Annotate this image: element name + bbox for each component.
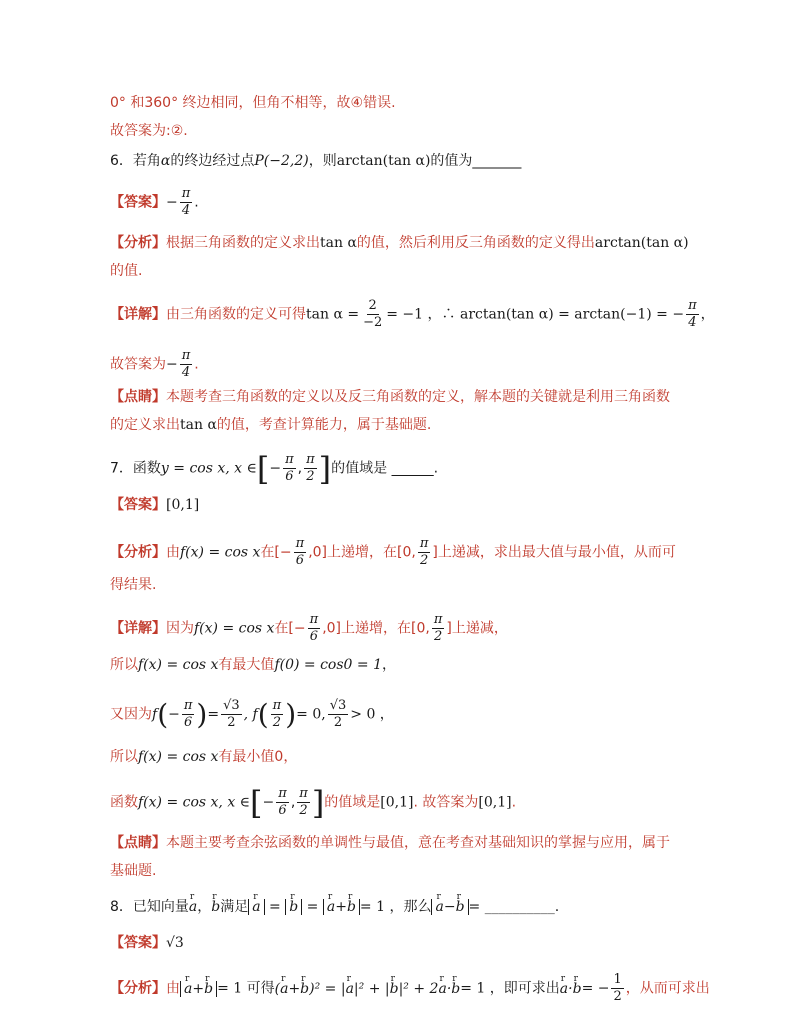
text-span: . <box>511 794 517 811</box>
fraction <box>308 612 321 645</box>
answer-line <box>110 494 199 516</box>
text-span: 所以 <box>110 657 138 673</box>
numerator: π <box>181 186 191 201</box>
denominator: 6 <box>309 629 319 644</box>
question-7 <box>110 449 439 488</box>
comment-line <box>110 832 670 854</box>
math: arctan(tan α) <box>594 235 689 251</box>
denominator: 4 <box>688 315 697 330</box>
text-span: 故答案为 <box>110 356 166 373</box>
vector-b: r b <box>573 978 582 1000</box>
vector-b: r b <box>390 978 399 1000</box>
text-span: , <box>290 794 296 811</box>
math: f(x) = cos x <box>138 749 219 765</box>
analysis-line <box>110 232 689 254</box>
fraction <box>180 348 193 381</box>
text-span: 的终边经过点 <box>170 153 255 169</box>
answer-tag: 【答案】 <box>110 497 166 513</box>
numerator: π <box>295 536 305 551</box>
text-span: 0° 和360° 终边相同，但角不相等，故④错误. <box>110 95 396 111</box>
math: = − <box>581 980 610 997</box>
math: f(0) = cos0 = 1 <box>274 657 382 673</box>
text-span: 基础题. <box>110 863 157 879</box>
fraction <box>432 612 445 645</box>
text-span: 由 <box>166 980 180 997</box>
math: − <box>269 460 282 477</box>
abs-a-plus-b: r a+r b <box>180 981 217 997</box>
numerator: π <box>306 452 315 467</box>
math: √3 <box>166 935 184 951</box>
fraction <box>276 786 289 819</box>
denominator: 6 <box>295 553 305 568</box>
fraction <box>328 698 349 731</box>
vector-a: r a <box>438 978 446 1000</box>
text-span: 因为 <box>166 620 194 637</box>
detail-line <box>110 698 394 731</box>
vector-a: r a <box>346 978 354 1000</box>
analysis-tag: 【分析】 <box>110 544 166 561</box>
analysis-tag: 【分析】 <box>110 235 166 251</box>
denominator: 2 <box>306 469 315 484</box>
fraction <box>418 536 431 569</box>
text-span: 的值域是 <box>324 794 381 811</box>
text-span: 的值，然后利用反三角函数的定义得出 <box>356 235 595 251</box>
text-span: 的值为_______ <box>430 153 522 169</box>
analysis-line <box>110 972 710 1005</box>
numerator: π <box>183 698 193 713</box>
numerator: π <box>688 298 697 313</box>
math: = 1 可得 <box>217 980 275 997</box>
numerator: 1 <box>613 972 622 987</box>
math: , f <box>243 706 258 723</box>
text-span: 的值域是 ______. <box>331 460 439 477</box>
right-paren: ) <box>285 697 297 731</box>
math: tan α = <box>306 306 360 323</box>
text-span: ， <box>381 657 396 673</box>
denominator: −2 <box>363 315 383 330</box>
math: f(x) = cos x <box>194 620 275 637</box>
math: = 0, <box>296 706 326 723</box>
text-span: 有最大值 <box>218 657 275 673</box>
detail-tag: 【详解】 <box>110 306 166 323</box>
detail-line <box>110 783 517 822</box>
dot-product: r a·r b <box>560 981 582 997</box>
denominator: 4 <box>181 365 191 380</box>
analysis-line <box>110 574 156 596</box>
text-span: 由 <box>166 544 180 561</box>
numerator: √3 <box>223 698 240 713</box>
math: f(x) = cos x <box>180 544 261 561</box>
expansion: (r a+r b)² = |r a|² + |r b|² + 2r a·r b <box>275 981 461 997</box>
left-paren: ( <box>157 697 169 731</box>
text-span: 的值. <box>110 263 143 279</box>
text-span: 又因为 <box>110 706 152 723</box>
text-span: 故答案为:②. <box>110 123 188 139</box>
denominator: 2 <box>419 553 429 568</box>
math: [0,1] <box>166 497 200 513</box>
math: f(x) = cos x, x ∈ <box>138 794 251 811</box>
text-span: ,0]上递增，在[0, <box>308 544 416 561</box>
question-number: 8．已知向量 <box>110 899 189 915</box>
analysis-line <box>110 260 142 282</box>
numerator: π <box>299 786 308 801</box>
question-number: 7．函数 <box>110 460 161 477</box>
text-span: ， <box>197 899 212 915</box>
vector-b: r b <box>347 896 356 918</box>
answer-line <box>110 932 184 954</box>
text-span: 由三角函数的定义可得 <box>166 306 306 323</box>
math: − <box>262 794 275 811</box>
question-6 <box>110 150 521 172</box>
abs-a-minus-b: r a−r b <box>431 899 468 915</box>
comment-line <box>110 414 431 436</box>
answer-tag: 【答案】 <box>110 935 166 951</box>
abs-a <box>248 899 264 915</box>
text-span: 在[− <box>274 620 306 637</box>
vector-a: r a <box>184 978 192 1000</box>
denominator: 2 <box>333 715 343 730</box>
denominator: 6 <box>285 469 294 484</box>
fraction <box>271 698 284 731</box>
math: − <box>168 706 180 723</box>
text-span: 本题主要考查余弦函数的单调性与最值，意在考查对基础知识的掌握与应用，属于 <box>166 835 670 851</box>
fraction <box>182 698 195 731</box>
text-span: 本题考查三角函数的定义以及反三角函数的定义，解本题的关键就是利用三角函数 <box>166 389 670 405</box>
comment-line <box>110 860 156 882</box>
numerator: π <box>278 786 287 801</box>
text-span: . <box>194 194 199 211</box>
fraction <box>221 698 242 731</box>
numerator: π <box>309 612 319 627</box>
abs-b <box>285 899 302 915</box>
answer-line <box>110 186 199 219</box>
text-span: ]上递减， <box>446 620 508 637</box>
vector-a: r a <box>280 978 288 1000</box>
numerator: √3 <box>329 698 347 713</box>
math: y = cos x, x ∈ <box>160 460 257 477</box>
vector-b: r b <box>211 896 220 918</box>
math: = 1 ，那么 <box>359 899 432 915</box>
text-span: 满足 <box>220 899 249 915</box>
math: tan α <box>320 235 357 251</box>
text-span: . 故答案为 <box>413 794 479 811</box>
numerator: π <box>272 698 282 713</box>
math: tan α <box>180 417 217 433</box>
denominator: 2 <box>227 715 236 730</box>
fraction <box>686 298 699 331</box>
vector-a: r a <box>560 978 568 1000</box>
numerator: π <box>433 612 443 627</box>
text-span: 所以 <box>110 749 138 765</box>
vector-b: r b <box>456 896 465 918</box>
math: [0,1] <box>478 794 512 811</box>
math: f(x) = cos x <box>138 657 219 673</box>
text-span: 得结果. <box>110 577 157 593</box>
denominator: 2 <box>272 715 282 730</box>
math: [0,1] <box>380 794 414 811</box>
analysis-tag: 【分析】 <box>110 980 166 997</box>
vector-b: r b <box>204 978 213 1000</box>
text-line <box>110 92 396 114</box>
denominator: 6 <box>278 803 287 818</box>
text-span: ，则 <box>308 153 337 169</box>
abs-a-plus-b: r a+r b <box>323 899 360 915</box>
math: = <box>207 706 220 723</box>
fraction <box>180 186 193 219</box>
comment-tag: 【点睛】 <box>110 835 166 851</box>
final-answer-line <box>110 348 199 381</box>
fraction <box>297 786 310 819</box>
denominator: 2 <box>433 629 443 644</box>
text-span: 在[− <box>260 544 292 561</box>
text-line <box>110 120 188 142</box>
text-span: . <box>194 356 199 373</box>
math: = −1 ，∴ arctan(tan α) = arctan(−1) = − <box>386 306 685 323</box>
denominator: 2 <box>299 803 308 818</box>
fraction <box>304 452 317 485</box>
denominator: 4 <box>181 203 191 218</box>
denominator: 6 <box>183 715 193 730</box>
question-8: 8．已知向量r a，r b满足r a = r b = r a+r b = 1 ，那么r a−r b = __________. <box>110 896 559 918</box>
vector-a: r a <box>435 896 443 918</box>
math: − <box>166 356 178 373</box>
text-span: 的值，考查计算能力，属于基础题. <box>216 417 432 433</box>
right-bracket: ] <box>311 783 325 822</box>
math: > 0 ， <box>350 706 394 723</box>
detail-tag: 【详解】 <box>110 620 166 637</box>
math: P(−2,2) <box>254 153 309 169</box>
right-bracket: ] <box>318 449 332 488</box>
denominator: 2 <box>613 989 622 1004</box>
math: f <box>152 706 158 723</box>
fraction <box>361 298 384 331</box>
left-bracket: [ <box>256 449 270 488</box>
vector-b: r b <box>451 978 460 1000</box>
right-paren: ) <box>196 697 208 731</box>
math: α <box>160 153 171 169</box>
detail-line <box>110 612 508 645</box>
fraction <box>294 536 307 569</box>
numerator: π <box>285 452 294 467</box>
vector-a: r a <box>252 896 260 918</box>
text-span: ，从而可求出 <box>625 980 710 997</box>
left-paren: ( <box>257 697 269 731</box>
text-span: ]上递减，求出最大值与最小值，从而可 <box>432 544 676 561</box>
detail-line <box>110 298 715 331</box>
text-span: 有最小值0， <box>218 749 298 765</box>
text-span: = __________. <box>468 899 560 915</box>
vector-b: r b <box>289 896 298 918</box>
question-number: 6．若角 <box>110 153 161 169</box>
text-span: ， <box>700 306 715 323</box>
fraction <box>611 972 623 1005</box>
fraction <box>283 452 296 485</box>
vector-a: r a <box>189 896 197 918</box>
math: = 1 ，即可求出 <box>460 980 560 997</box>
vector-b: r b <box>300 978 309 1000</box>
text-span: 的定义求出 <box>110 417 180 433</box>
numerator: π <box>419 536 429 551</box>
answer-tag: 【答案】 <box>110 194 166 211</box>
detail-line <box>110 654 396 676</box>
text-span: 根据三角函数的定义求出 <box>166 235 320 251</box>
comment-tag: 【点睛】 <box>110 389 166 405</box>
text-span: ,0]上递增，在[0, <box>322 620 430 637</box>
vector-a: r a <box>327 896 335 918</box>
analysis-line <box>110 536 676 569</box>
math: arctan(tan α) <box>336 153 431 169</box>
comment-line <box>110 386 670 408</box>
text-span: 函数 <box>110 794 138 811</box>
text-span: , <box>297 460 303 477</box>
detail-line <box>110 746 297 768</box>
left-bracket: [ <box>250 783 263 822</box>
math: − <box>166 194 178 211</box>
numerator: 2 <box>368 298 377 313</box>
numerator: π <box>181 348 191 363</box>
